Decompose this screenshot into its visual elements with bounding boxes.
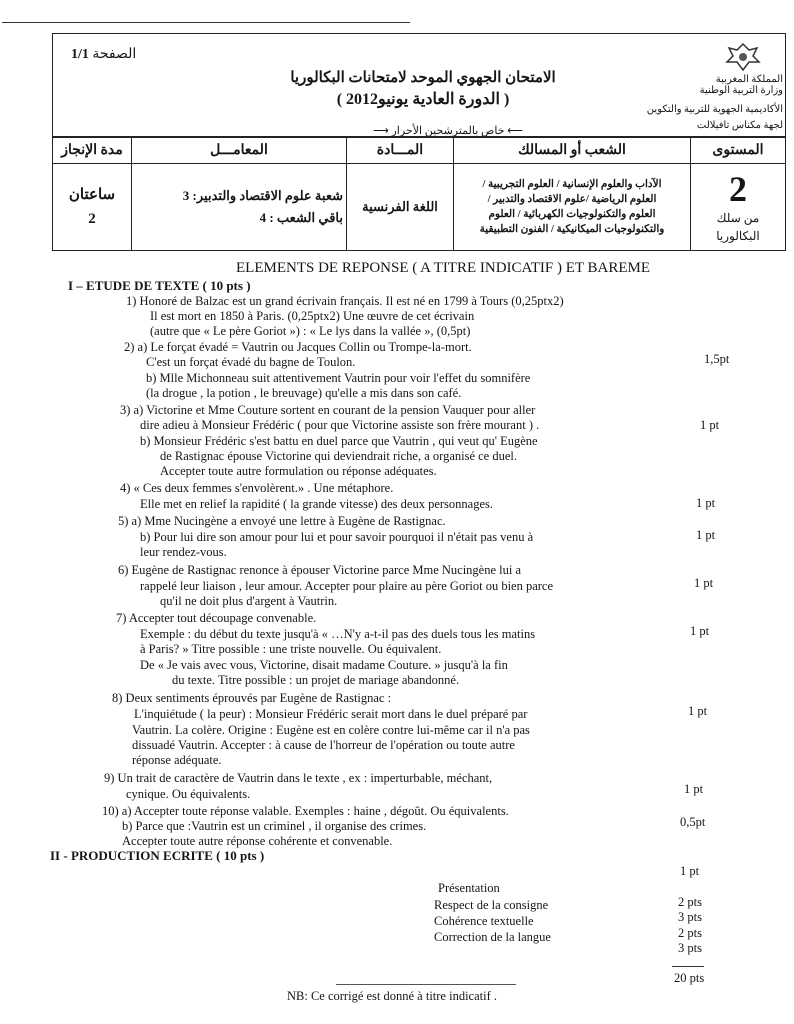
answer-line: Accepter toute autre formulation ou réponse adéquates. (160, 464, 437, 478)
level-number: 2 (729, 169, 747, 209)
grading-label: Respect de la consigne (434, 898, 549, 912)
answer-line: b) Parce que :Vautrin est un criminel , il organise des crimes. (122, 819, 427, 833)
grading-value: 3 pts (678, 910, 702, 924)
answer-line: 6) Eugène de Rastignac renonce à épouser Victorine parce Mme Nucingène lui a (118, 563, 522, 577)
score-q10a: 0,5pt (680, 815, 706, 829)
answer-line: cynique. Ou équivalents. (126, 787, 251, 801)
info-table-body-row (53, 164, 786, 251)
ministry-lines (623, 74, 783, 96)
region-name: لجهة مكناس تافيلالت (696, 120, 783, 131)
grading-label: Cohérence textuelle (434, 914, 534, 928)
exam-info-table (52, 136, 786, 251)
level-header: المستوى (691, 137, 786, 164)
duration-cell (53, 164, 132, 251)
info-table-header-row (53, 137, 786, 164)
score-q5: 1 pt (696, 528, 716, 542)
score-q9: 1 pt (684, 782, 704, 796)
academy-name: الأكاديمية الجهوية للتربية والتكوين (646, 104, 783, 115)
track-line: الآداب والعلوم الإنسانية / العلوم التجريبية / (482, 179, 662, 190)
grading-value: 2 pts (678, 926, 702, 940)
answer-line: 3) a) Victorine et Mme Couture sortent en courant de la pension Vauquer pour aller (120, 403, 536, 417)
coefficient-header: المعامـــل (132, 137, 347, 164)
grading-value: 2 pts (678, 895, 702, 909)
level-text: من سلك البكالوريا (716, 211, 760, 243)
total-score: 20 pts (674, 971, 705, 985)
track-line: العلوم الرياضية /علوم الاقتصاد والتدبير / (487, 194, 657, 205)
score-q6: 1 pt (694, 576, 714, 590)
kingdom-emblem-icon (723, 42, 763, 72)
answer-line: Il est mort en 1850 à Paris. (0,25ptx2) Une œuvre de cet écrivain (150, 309, 475, 323)
coef-econ: شعبة علوم الاقتصاد والتدبير: 3 (182, 188, 343, 203)
answer-line: (autre que « Le père Goriot ») : « Le lys dans la vallée », (0,5pt) (150, 324, 471, 338)
grading-value: 3 pts (678, 941, 702, 955)
note-rule (336, 984, 516, 985)
grading-label: Correction de la langue (434, 930, 551, 944)
answer-line: de Rastignac épouse Victorine qui deviendrait riche, a organisé ce duel. (160, 449, 517, 463)
coefficient-cell (132, 164, 347, 251)
page-indicator (71, 46, 136, 63)
subject-header: المـــادة (347, 137, 454, 164)
track-line: والتكنولوجيات الميكانيكية / الفنون التطبيقية (479, 224, 665, 235)
answer-line: (la drogue , la potion , le breuvage) qu'elle a mis dans son café. (146, 386, 462, 400)
answer-line: Elle met en relief la rapidité ( la grande vitesse) des deux personnages. (140, 497, 493, 511)
duration-value: ساعتان (68, 187, 116, 203)
answer-line: 8) Deux sentiments éprouvés par Eugène de Rastignac : (112, 691, 392, 705)
level-cell (691, 164, 786, 251)
answer-line: 10) a) Accepter toute réponse valable. Exemples : haine , dégoût. Ou équivalents. (102, 804, 509, 818)
score-q10b: 1 pt (680, 864, 700, 878)
exam-header (52, 33, 786, 138)
answer-line: du texte. Titre possible : un projet de mariage abandonné. (172, 673, 460, 687)
answer-line: b) Monsieur Frédéric s'est battu en duel parce que Vautrin , qui veut qu' Eugène (140, 434, 538, 448)
answer-line: dissuadé Vautrin. Accepter : à cause de l'horreur de l'opération ou toute autre (132, 738, 515, 752)
section-2-heading: II - PRODUCTION ECRITE ( 10 pts ) (50, 848, 265, 863)
answer-line: Accepter toute autre réponse cohérente et convenable. (122, 834, 393, 848)
score-q8: 1 pt (688, 704, 708, 718)
answer-line: 2) a) Le forçat évadé = Vautrin ou Jacques Collin ou Trompe-la-mort. (124, 340, 472, 354)
answer-line: b) Pour lui dire son amour pour lui et pour savoir pourquoi il n'était pas venu à (140, 530, 534, 544)
duration-number: 2 (88, 211, 96, 227)
score-q2: 1,5pt (704, 352, 730, 366)
page-label: الصفحة (92, 47, 137, 62)
answer-line: 4) « Ces deux femmes s'envolèrent.» . Une métaphore. (120, 481, 394, 495)
score-q4: 1 pt (696, 496, 716, 510)
duration-header: مدة الإنجاز (53, 137, 132, 164)
ministry-name: وزارة التربية الوطنية (699, 85, 783, 96)
answer-line: rappelé leur liaison , leur amour. Accepter pour plaire au père Goriot ou bien parce (140, 579, 554, 593)
answer-line: 5) a) Mme Nucingène a envoyé une lettre à Eugène de Rastignac. (118, 514, 446, 528)
total-rule (672, 966, 704, 967)
kingdom-name: المملكة المغربية (715, 74, 783, 85)
answer-line: dire adieu à Monsieur Frédéric ( pour que Victorine assiste son frère mourant ) . (140, 418, 540, 432)
track-line: العلوم والتكنولوجيات الكهربائية / العلوم (488, 209, 656, 220)
answer-line: réponse adéquate. (132, 753, 222, 767)
answer-line: Vautrin. La colère. Origine : Eugène est en colère contre lui-même car il n'a pas (132, 723, 530, 737)
section-1-heading: I – ETUDE DE TEXTE ( 10 pts ) (68, 278, 251, 293)
top-rule (2, 22, 410, 23)
score-q7: 1 pt (690, 624, 710, 638)
answer-line: C'est un forçat évadé du bagne de Toulon. (146, 355, 356, 369)
document-title: ELEMENTS DE REPONSE ( A TITRE INDICATIF ) ET BAREME (236, 260, 651, 276)
score-q3: 1 pt (700, 418, 720, 432)
candidates-label: ⟵ خاص بالمترشحين الأحرار ⟶ (372, 125, 524, 137)
answer-line: 7) Accepter tout découpage convenable. (116, 611, 317, 625)
answer-line: De « Je vais avec vous, Victorine, disait madame Couture. » jusqu'à la fin (140, 658, 508, 672)
answer-line: qu'il ne doit plus d'argent à Vautrin. (160, 594, 338, 608)
exam-session: ( الدورة العادية يونيو2012 ) (336, 91, 510, 108)
answer-line: leur rendez-vous. (140, 545, 227, 559)
grading-label: Présentation (438, 881, 500, 895)
answer-line: L'inquiétude ( la peur) : Monsieur Frédéric serait mort dans le duel préparé par (134, 707, 528, 721)
subject-value: اللغة الفرنسية (347, 164, 454, 251)
answer-line: Exemple : du début du texte jusqu'à « …N'y a-t-il pas des duels tous les matins (140, 627, 536, 641)
answer-line: à Paris? » Titre possible : une triste nouvelle. Ou équivalent. (140, 642, 442, 656)
answer-line: 1) Honoré de Balzac est un grand écrivain français. Il est né en 1799 à Tours (0,25ptx2) (126, 294, 564, 308)
coef-other: باقي الشعب : 4 (259, 210, 343, 225)
footer-note: NB: Ce corrigé est donné à titre indicatif . (287, 989, 498, 1003)
answer-line: 9) Un trait de caractère de Vautrin dans le texte , ex : imperturbable, méchant, (104, 771, 493, 785)
exam-title: الامتحان الجهوي الموحد لامتحانات البكالوريا (290, 70, 556, 86)
tracks-header: الشعب أو المسالك (454, 137, 691, 164)
answer-line: b) Mlle Michonneau suit attentivement Vautrin pour voir l'effet du somnifère (146, 371, 531, 385)
tracks-cell (454, 164, 691, 251)
page-number: 1/1 (71, 47, 89, 62)
